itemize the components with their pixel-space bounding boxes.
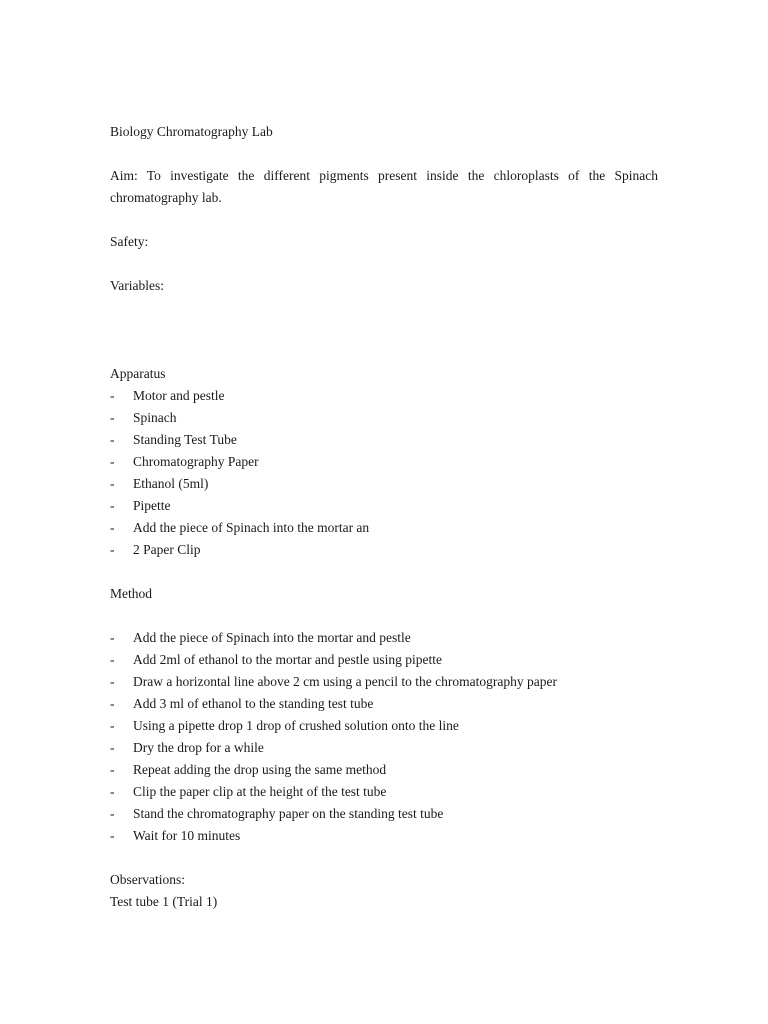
method-step: Wait for 10 minutes <box>133 828 241 843</box>
dash-bullet: - <box>110 740 115 755</box>
aim-paragraph: Aim: To investigate the different pigments present inside the chloroplasts of the Spinach chromatography lab. <box>110 168 658 205</box>
list-item <box>110 803 658 825</box>
method-step: Using a pipette drop 1 drop of crushed solution onto the line <box>133 718 459 733</box>
apparatus-heading: Apparatus <box>110 366 166 381</box>
list-item <box>110 649 658 671</box>
observations-label: Observations: <box>110 872 185 887</box>
method-step: Add the piece of Spinach into the mortar and pestle <box>133 630 411 645</box>
dash-bullet: - <box>110 674 115 689</box>
list-item <box>110 825 658 847</box>
list-item <box>110 693 658 715</box>
method-step: Draw a horizontal line above 2 cm using a pencil to the chromatography paper <box>133 674 557 689</box>
dash-bullet: - <box>110 542 115 557</box>
method-heading: Method <box>110 586 152 601</box>
dash-bullet: - <box>110 696 115 711</box>
variables-label: Variables: <box>110 278 164 293</box>
list-item <box>110 539 658 561</box>
dash-bullet: - <box>110 520 115 535</box>
test-tube-label: Test tube 1 (Trial 1) <box>110 894 218 909</box>
blank-space <box>110 297 658 363</box>
method-step: Repeat adding the drop using the same method <box>133 762 387 777</box>
apparatus-item: Chromatography Paper <box>133 454 259 469</box>
apparatus-item: 2 Paper Clip <box>133 542 201 557</box>
dash-bullet: - <box>110 388 115 403</box>
list-item <box>110 671 658 693</box>
method-step: Add 3 ml of ethanol to the standing test tube <box>133 696 374 711</box>
apparatus-item: Add the piece of Spinach into the mortar an <box>133 520 370 535</box>
method-step: Add 2ml of ethanol to the mortar and pestle using pipette <box>133 652 442 667</box>
list-item <box>110 451 658 473</box>
dash-bullet: - <box>110 498 115 513</box>
method-step: Clip the paper clip at the height of the test tube <box>133 784 387 799</box>
document-body <box>110 121 658 913</box>
dash-bullet: - <box>110 806 115 821</box>
list-item <box>110 627 658 649</box>
dash-bullet: - <box>110 652 115 667</box>
apparatus-item: Spinach <box>133 410 177 425</box>
list-item <box>110 495 658 517</box>
list-item <box>110 517 658 539</box>
list-item <box>110 759 658 781</box>
dash-bullet: - <box>110 454 115 469</box>
list-item <box>110 737 658 759</box>
document-title: Biology Chromatography Lab <box>110 124 273 139</box>
dash-bullet: - <box>110 828 115 843</box>
list-item <box>110 715 658 737</box>
dash-bullet: - <box>110 432 115 447</box>
apparatus-item: Standing Test Tube <box>133 432 237 447</box>
list-item <box>110 429 658 451</box>
apparatus-item: Pipette <box>133 498 171 513</box>
method-step: Stand the chromatography paper on the standing test tube <box>133 806 444 821</box>
list-item <box>110 407 658 429</box>
list-item <box>110 781 658 803</box>
apparatus-list <box>110 385 658 561</box>
dash-bullet: - <box>110 718 115 733</box>
list-item <box>110 385 658 407</box>
method-list <box>110 627 658 847</box>
list-item <box>110 473 658 495</box>
dash-bullet: - <box>110 410 115 425</box>
apparatus-item: Ethanol (5ml) <box>133 476 209 491</box>
apparatus-item: Motor and pestle <box>133 388 225 403</box>
method-step: Dry the drop for a while <box>133 740 264 755</box>
dash-bullet: - <box>110 762 115 777</box>
dash-bullet: - <box>110 784 115 799</box>
dash-bullet: - <box>110 630 115 645</box>
safety-label: Safety: <box>110 234 149 249</box>
dash-bullet: - <box>110 476 115 491</box>
